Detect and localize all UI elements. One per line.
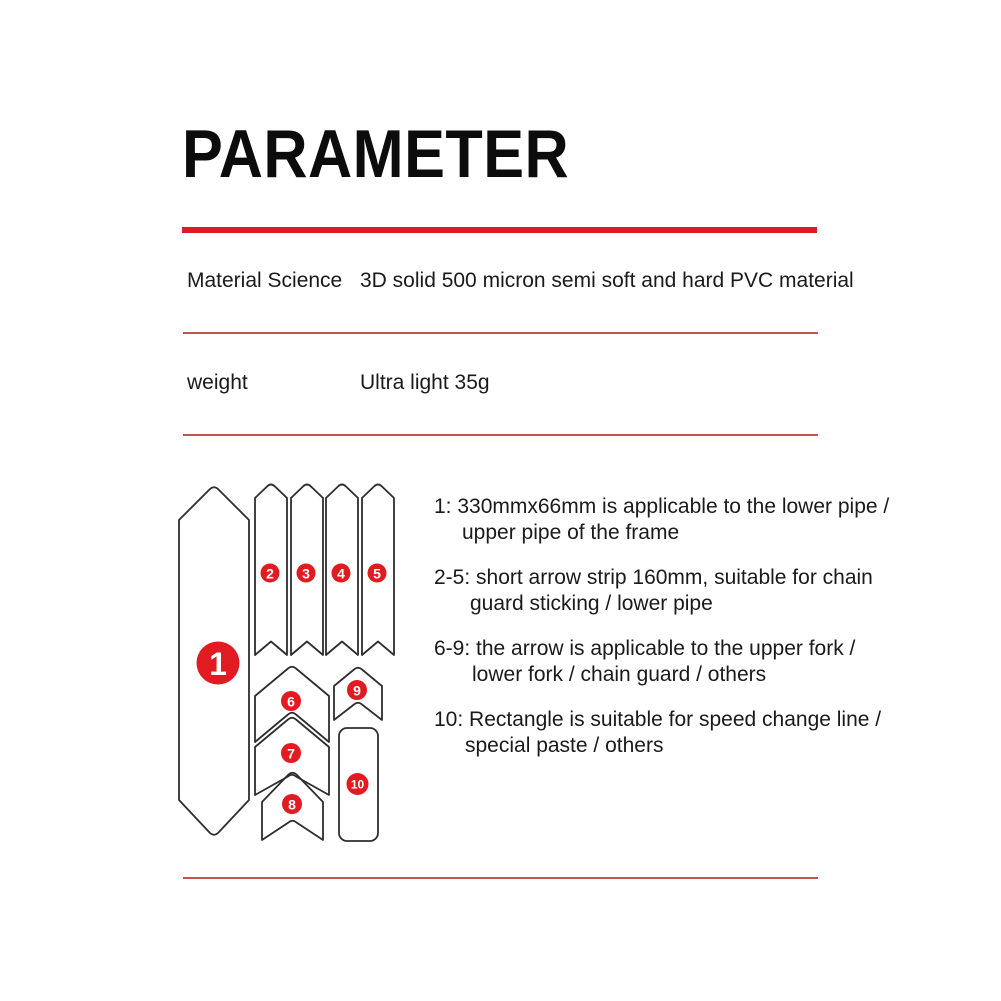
legend-note-4-line-2: special paste / others	[465, 734, 664, 757]
page-title: PARAMETER	[182, 116, 570, 192]
badge-9-number: 9	[353, 682, 361, 699]
badge-1	[197, 642, 240, 685]
badge-2	[261, 564, 280, 583]
badge-7-number: 7	[287, 745, 295, 762]
badge-3	[297, 564, 316, 583]
spec-label-weight: weight	[187, 371, 248, 394]
legend-note-1-line-2: upper pipe of the frame	[462, 521, 680, 544]
badge-6	[281, 691, 301, 711]
badge-7	[281, 743, 301, 763]
badge-8-number: 8	[288, 796, 296, 813]
legend-note-3	[434, 636, 904, 688]
badge-5-number: 5	[373, 565, 381, 582]
legend-note-4	[434, 707, 904, 759]
legend-note-2-line-2: guard sticking / lower pipe	[470, 592, 713, 615]
badge-4	[332, 564, 351, 583]
spec-value-weight: Ultra light 35g	[360, 371, 490, 394]
badge-9	[347, 680, 367, 700]
badge-10-number: 10	[350, 777, 365, 792]
badge-10	[347, 773, 369, 795]
legend-note-1	[434, 494, 904, 546]
badge-1-number: 1	[209, 646, 227, 682]
spec-row-material	[0, 268, 1001, 298]
row-divider-rule	[183, 332, 818, 334]
badge-2-number: 2	[266, 565, 274, 582]
row-divider-rule	[183, 434, 818, 436]
spec-value-material: 3D solid 500 micron semi soft and hard PVC material	[360, 269, 854, 292]
spec-label-material: Material Science	[187, 269, 343, 292]
spec-row-weight	[0, 370, 1001, 400]
legend-notes	[434, 494, 904, 778]
badge-6-number: 6	[287, 693, 295, 710]
legend-note-4-line-1: 10: Rectangle is suitable for speed change line /	[434, 708, 882, 731]
badge-4-number: 4	[337, 565, 345, 582]
legend-note-2	[434, 565, 904, 617]
legend-note-3-line-2: lower fork / chain guard / others	[472, 663, 767, 686]
sticker-shapes-diagram	[170, 470, 410, 860]
badge-3-number: 3	[302, 565, 310, 582]
legend-note-1-line-1: 1: 330mmx66mm is applicable to the lower pipe /	[434, 495, 890, 518]
bottom-divider-rule	[183, 877, 818, 879]
badge-5	[368, 564, 387, 583]
legend-note-2-line-1: 2-5: short arrow strip 160mm, suitable for chain	[434, 566, 873, 589]
legend-note-3-line-1: 6-9: the arrow is applicable to the upper fork /	[434, 637, 856, 660]
badge-8	[282, 794, 302, 814]
title-underline-rule	[182, 227, 817, 233]
